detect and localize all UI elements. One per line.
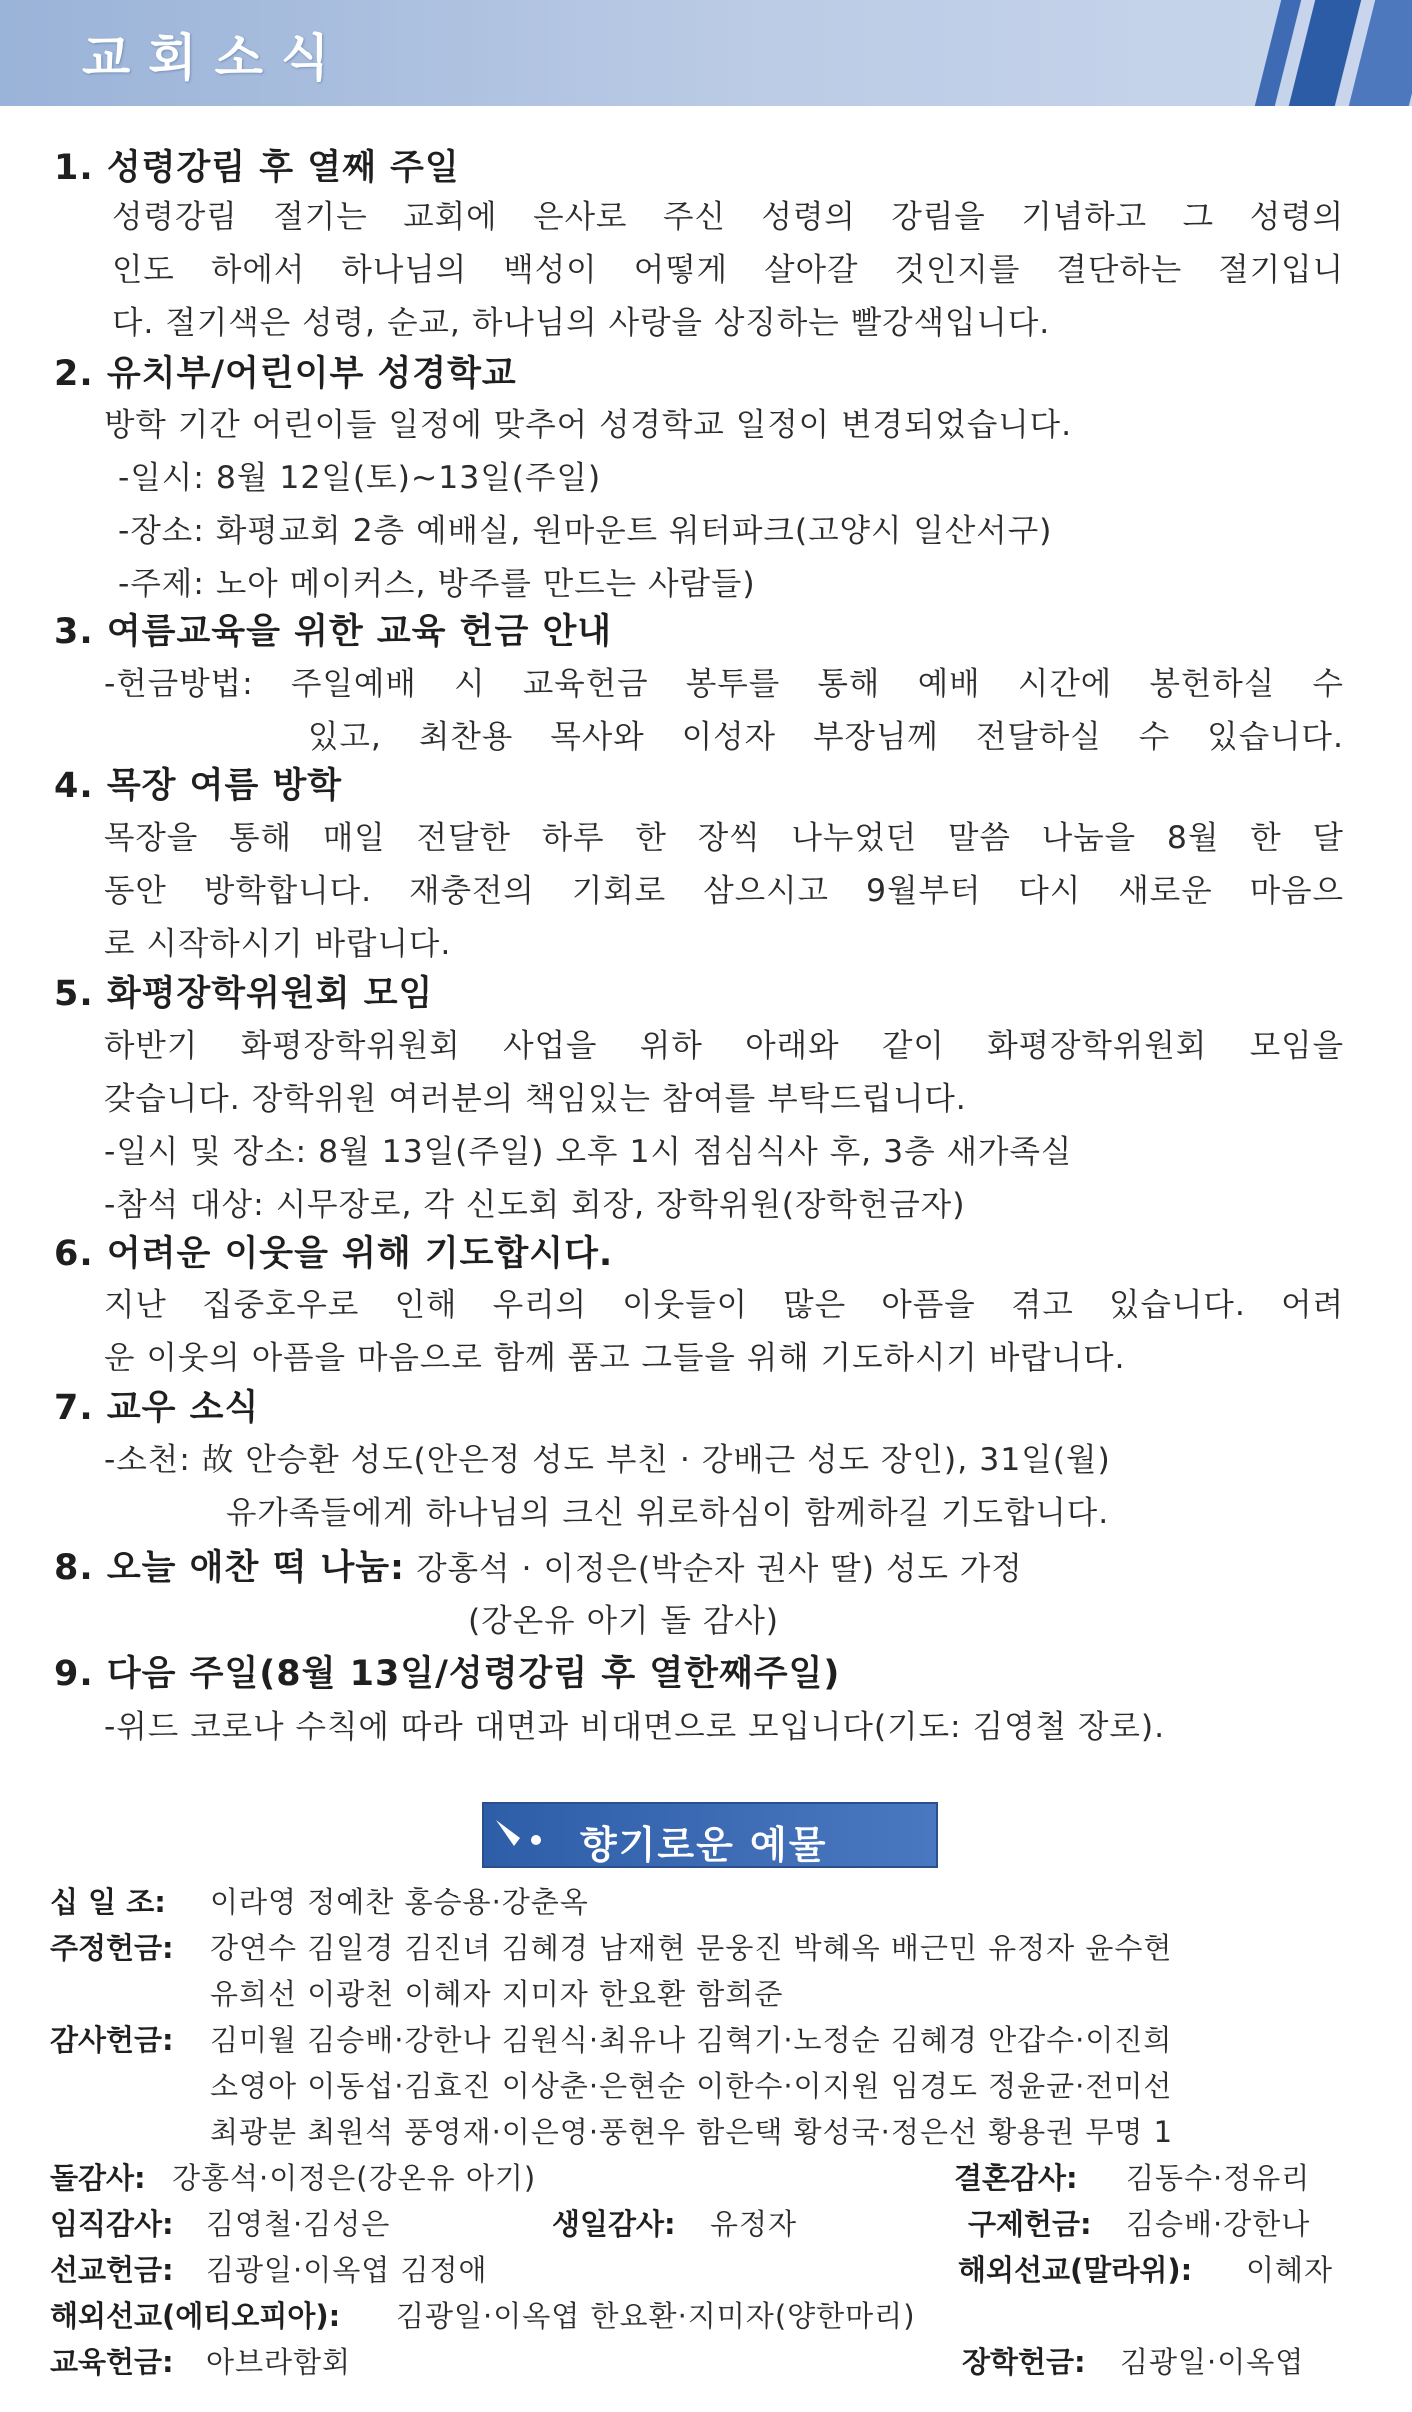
offering-banner	[482, 1802, 938, 1868]
news-item-8	[54, 1540, 1023, 1590]
news-text-line: 다. 절기색은 성령, 순교, 하나님의 사랑을 상징하는 빨강색입니다.	[112, 305, 1051, 341]
news-text-line: 있고, 최찬용 목사와 이성자 부장님께 전달하실 수 있습니다.	[308, 719, 1344, 755]
offering-names: 김광일·이옥엽	[1120, 2345, 1305, 2379]
news-text-line: -주제: 노아 메이커스, 방주를 만드는 사람들)	[118, 566, 756, 602]
news-text-line: 인도 하에서 하나님의 백성이 어떻게 살아갈 것인지를 결단하는 절기입니	[112, 252, 1344, 288]
offering-label: 임직감사:	[50, 2207, 174, 2241]
offering-label: 돌감사:	[50, 2161, 146, 2195]
offering-names: 김동수·정유리	[1126, 2161, 1311, 2195]
offering-names: 소영아 이동섭·김효진 이상춘·은현순 이한수·이지원 임경도 정윤균·전미선	[210, 2069, 1173, 2103]
news-text-line: 목장을 통해 매일 전달한 하루 한 장씩 나누었던 말씀 나눔을 8월 한 달	[104, 820, 1344, 856]
news-text-inline: 강홍석 · 이정은(박순자 권사 딸) 성도 가정	[416, 1551, 1023, 1587]
offering-names: 김광일·이옥엽 한요환·지미자(양한마리)	[396, 2299, 916, 2333]
news-text-line: -일시 및 장소: 8월 13일(주일) 오후 1시 점심식사 후, 3층 새가족실	[104, 1134, 1073, 1170]
news-item-title: 2. 유치부/어린이부 성경학교	[54, 354, 517, 394]
offering-label: 장학헌금:	[962, 2345, 1086, 2379]
news-text-line: 유가족들에게 하나님의 크신 위로하심이 함께하길 기도합니다.	[226, 1495, 1110, 1531]
offering-label: 해외선교(에티오피아):	[50, 2299, 341, 2333]
offering-names: 이라영 정예찬 홍승용·강춘옥	[210, 1885, 589, 1919]
offering-names: 김광일·이옥엽 김정애	[206, 2253, 488, 2287]
offering-label: 십 일 조:	[50, 1885, 166, 1919]
news-text-line: -위드 코로나 수칙에 따라 대면과 비대면으로 모입니다(기도: 김영철 장로).	[104, 1709, 1166, 1745]
offering-names: 김영철·김성은	[206, 2207, 391, 2241]
news-text-line: -헌금방법: 주일예배 시 교육헌금 봉투를 통해 예배 시간에 봉헌하실 수	[104, 666, 1344, 702]
news-text-line: -일시: 8월 12일(토)~13일(주일)	[118, 460, 602, 496]
news-item-title: 4. 목장 여름 방학	[54, 766, 343, 806]
news-item-title: 8. 오늘 애찬 떡 나눔:	[54, 1548, 406, 1588]
news-text-line: 하반기 화평장학위원회 사업을 위하 아래와 같이 화평장학위원회 모임을	[104, 1028, 1344, 1064]
offering-label: 해외선교(말라위):	[958, 2253, 1193, 2287]
offering-label: 결혼감사:	[954, 2161, 1078, 2195]
offering-label: 구제헌금:	[968, 2207, 1092, 2241]
offering-names: 김미월 김승배·강한나 김원식·최유나 김혁기·노정순 김혜경 안갑수·이진희	[210, 2023, 1173, 2057]
decorative-stripe	[1289, 0, 1361, 106]
pen-nib-icon	[494, 1816, 554, 1856]
news-text-line: -소천: 故 안승환 성도(안은정 성도 부친 · 강배근 성도 장인), 31일(월)	[104, 1442, 1111, 1478]
offering-names: 최광분 최원석 풍영재·이은영·풍현우 함은택 황성국·정은선 황용권 무명 1	[210, 2115, 1174, 2149]
news-text-line: 동안 방학합니다. 재충전의 기회로 삼으시고 9월부터 다시 새로운 마음으	[104, 873, 1344, 909]
offering-label: 교육헌금:	[50, 2345, 174, 2379]
news-text-line: 로 시작하시기 바랍니다.	[104, 926, 452, 962]
offering-names: 유희선 이광천 이혜자 지미자 한요환 함희준	[210, 1977, 784, 2011]
offering-names: 유정자	[710, 2207, 798, 2241]
decorative-stripe	[1349, 0, 1412, 106]
news-text-line: 갖습니다. 장학위원 여러분의 책임있는 참여를 부탁드립니다.	[104, 1081, 967, 1117]
news-item-title: 9. 다음 주일(8월 13일/성령강림 후 열한째주일)	[54, 1654, 841, 1694]
news-text-line: -장소: 화평교회 2층 예배실, 원마운트 워터파크(고양시 일산서구)	[118, 513, 1053, 549]
news-text-line: (강온유 아기 돌 감사)	[468, 1603, 780, 1639]
news-text-line: -참석 대상: 시무장로, 각 신도회 회장, 장학위원(장학헌금자)	[104, 1187, 966, 1223]
offering-label: 감사헌금:	[50, 2023, 174, 2057]
offering-banner-title: 향기로운 예물	[580, 1823, 828, 1867]
news-item-title: 3. 여름교육을 위한 교육 헌금 안내	[54, 612, 613, 652]
offering-names: 아브라함회	[206, 2345, 352, 2379]
news-item-title: 1. 성령강림 후 열째 주일	[54, 148, 460, 188]
news-text-line: 성령강림 절기는 교회에 은사로 주신 성령의 강림을 기념하고 그 성령의	[112, 199, 1344, 235]
offering-names: 이혜자	[1246, 2253, 1334, 2287]
news-text-line: 운 이웃의 아픔을 마음으로 함께 품고 그들을 위해 기도하시기 바랍니다.	[104, 1340, 1126, 1376]
news-item-title: 5. 화평장학위원회 모임	[54, 974, 434, 1014]
news-text-line: 지난 집중호우로 인해 우리의 이웃들이 많은 아픔을 겪고 있습니다. 어려	[104, 1287, 1344, 1323]
news-text-line: 방학 기간 어린이들 일정에 맞추어 성경학교 일정이 변경되었습니다.	[104, 407, 1073, 443]
offering-label: 선교헌금:	[50, 2253, 174, 2287]
offering-label: 주정헌금:	[50, 1931, 174, 1965]
header-bar	[0, 0, 1412, 106]
page-title: 교회소식	[82, 29, 348, 87]
news-item-title: 7. 교우 소식	[54, 1388, 260, 1428]
news-item-title: 6. 어려운 이웃을 위해 기도합시다.	[54, 1234, 614, 1274]
offering-names: 강연수 김일경 김진녀 김혜경 남재현 문웅진 박혜옥 배근민 유정자 윤수현	[210, 1931, 1173, 1965]
offering-label: 생일감사:	[552, 2207, 676, 2241]
offering-names: 강홍석·이정은(강온유 아기)	[172, 2161, 537, 2195]
offering-names: 김승배·강한나	[1126, 2207, 1311, 2241]
